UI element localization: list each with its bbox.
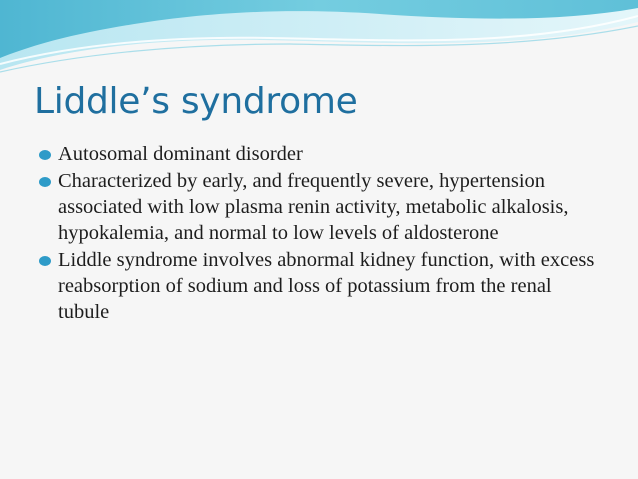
decorative-wave-header bbox=[0, 0, 638, 90]
bullet-list bbox=[36, 141, 606, 326]
slide-title: Liddle’s syndrome bbox=[34, 81, 358, 122]
bullet-text: Liddle syndrome involves abnormal kidney function, with excess reabsorption of sodium and loss of potassium from the renal tubule bbox=[58, 249, 595, 323]
bullet-dot-icon bbox=[39, 256, 51, 266]
bullet-dot-icon bbox=[39, 177, 51, 187]
bullet-dot-icon bbox=[39, 150, 51, 160]
bullet-text: Autosomal dominant disorder bbox=[58, 143, 303, 165]
bullet-item bbox=[36, 168, 606, 246]
bullet-item bbox=[36, 247, 606, 325]
bullet-text: Characterized by early, and frequently severe, hypertension associated with low plasma renin activity, metabolic alkalosis, hypokalemia, and normal to low levels of aldosterone bbox=[58, 170, 569, 244]
bullet-item bbox=[36, 141, 606, 167]
